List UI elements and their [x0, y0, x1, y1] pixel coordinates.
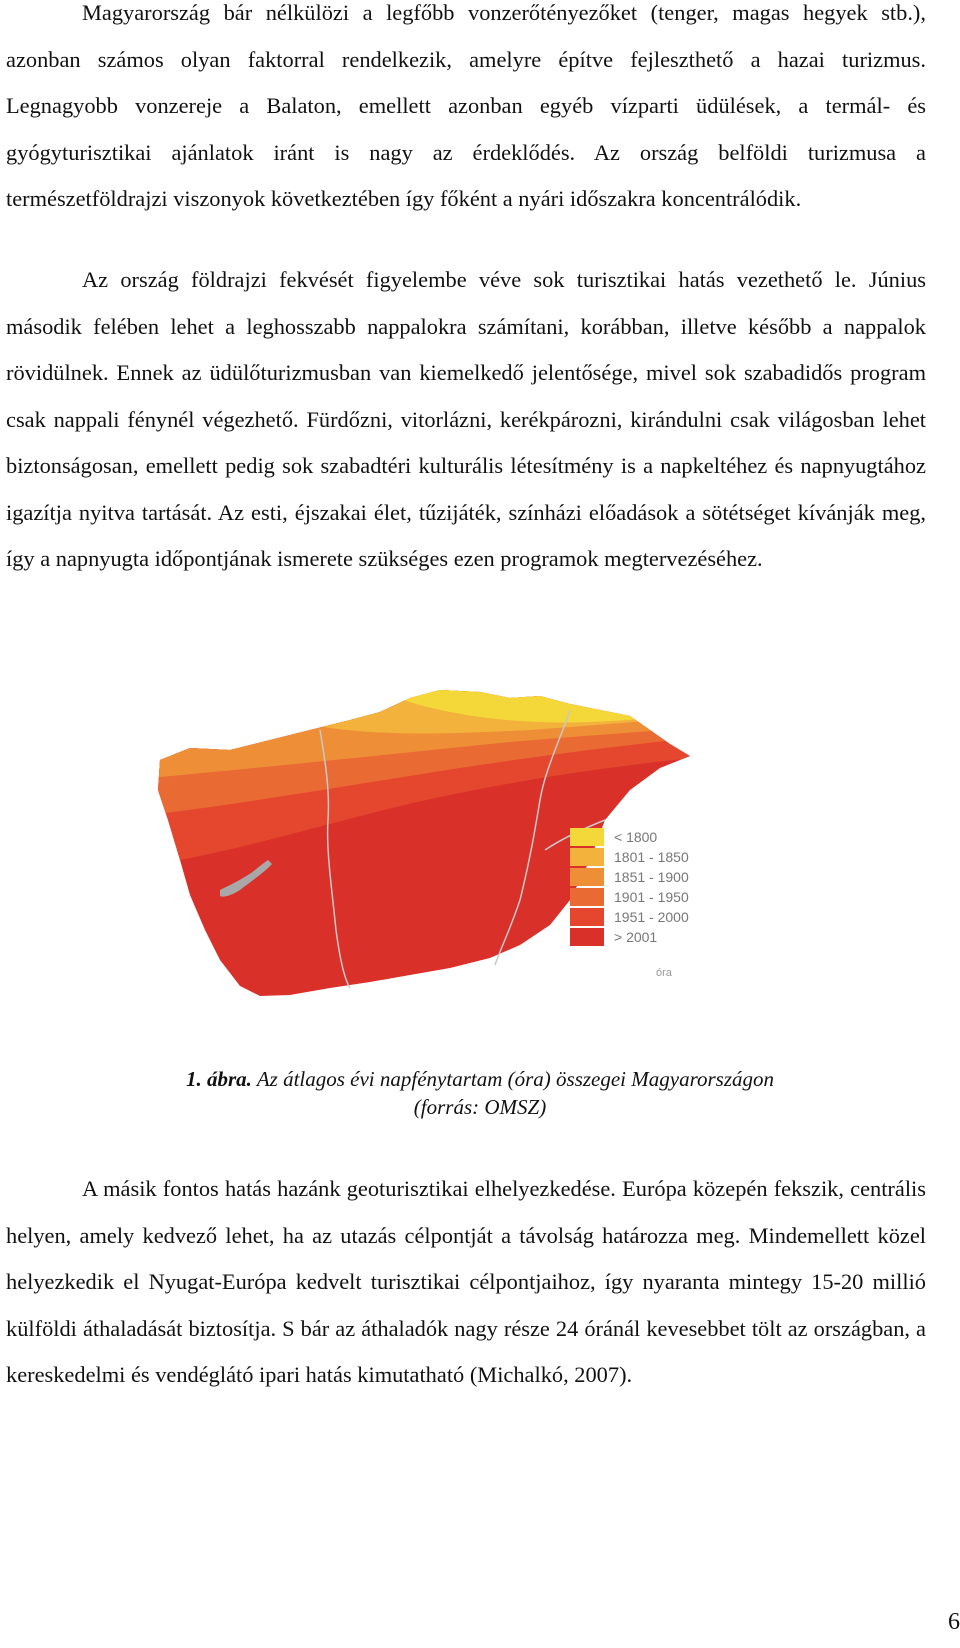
legend-label: 1801 - 1850: [614, 849, 689, 865]
legend-swatch: [570, 848, 604, 866]
figure-number: 1. ábra.: [186, 1067, 252, 1091]
map-legend: [570, 828, 689, 946]
legend-swatch: [570, 828, 604, 846]
legend-label: 1901 - 1950: [614, 889, 689, 905]
figure-source: (forrás: OMSZ): [413, 1095, 547, 1119]
paragraph-1: Magyarország bár nélkülözi a legfőbb vonzerőtényezőket (tenger, magas hegyek stb.), azonban számos olyan faktorral rendelkezik, amelyre építve fejleszthető a hazai turizmus. Legnagyobb vonzereje a Balaton, emellett azonban egyéb vízparti üdülések, a termál- és gyógyturisztikai ajánlatok iránt is nagy az érdeklődés. Az ország belföldi turizmusa a természetföldrajzi viszonyok következtében így főként a nyári időszakra koncentrálódik.: [6, 0, 926, 211]
legend-swatch: [570, 908, 604, 926]
paragraph-3: A másik fontos hatás hazánk geoturisztikai elhelyezkedése. Európa közepén fekszik, centrális helyen, amely kedvező lehet, ha az utazás célpontját a távolság határozza meg. Mindemellett közel helyezkedik el Nyugat-Európa kedvelt turisztikai célpontjaihoz, így nyaranta mintegy 15-20 millió külföldi áthaladását biztosítja. S bár az áthaladók nagy része 24 óránál kevesebbet tölt az országban, a kereskedelmi és vendéglátó ipari hatás kimutatható (Michalkó, 2007).: [6, 1176, 926, 1387]
unit-label: óra: [656, 967, 672, 979]
sunshine-map-figure: [150, 690, 770, 1050]
legend-label: 1951 - 2000: [614, 909, 689, 925]
figure-caption: [0, 1066, 960, 1093]
legend-label: > 2001: [614, 929, 658, 945]
legend-swatch: [570, 888, 604, 906]
legend-swatch: [570, 868, 604, 886]
hungary-sunshine-map: [150, 690, 770, 1050]
legend-label: < 1800: [614, 829, 658, 845]
paragraph-2: Az ország földrajzi fekvését figyelembe véve sok turisztikai hatás vezethető le. Június második felében lehet a leghosszabb nappalokra számítani, korábban, illetve később a nappalok rövidülnek. Ennek az üdülőturizmusban van kiemelkedő jelentősége, mivel sok szabadidős program csak nappali fénynél végezhető. Fürdőzni, vitorlázni, kerékpározni, kirándulni csak világosban lehet biztonságosan, emellett pedig sok szabadtéri kulturális létesítmény is a napkeltéhez és napnyugtához igazítja nyitva tartását. Az esti, éjszakai élet, tűzijáték, színházi előadások a sötétséget kívánják meg, így a napnyugta időpontjának ismerete szükséges ezen programok megtervezéséhez.: [6, 267, 926, 571]
legend-swatch: [570, 928, 604, 946]
legend-label: 1851 - 1900: [614, 869, 689, 885]
figure-caption-text: Az átlagos évi napfénytartam (óra) összegei Magyarországon: [256, 1067, 774, 1091]
page-number: 6: [948, 1609, 960, 1635]
